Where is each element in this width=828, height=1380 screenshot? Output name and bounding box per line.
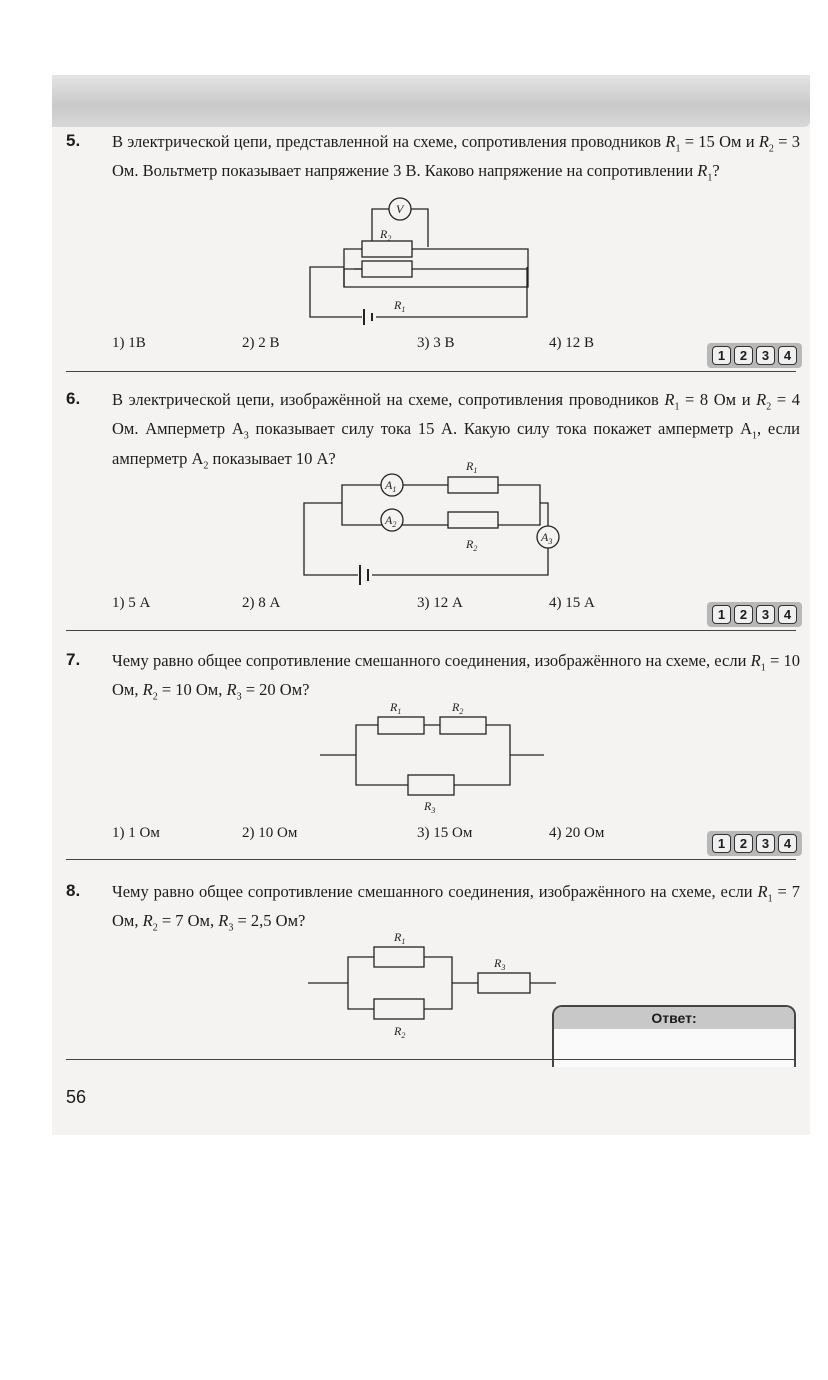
answer-option[interactable]: 3) 12 А [417, 595, 463, 611]
label-r1: $R_1$ [466, 459, 478, 475]
question-number: 6. [66, 389, 81, 408]
header-band [52, 75, 810, 127]
workbook-page [52, 75, 810, 1135]
label-r1: $R_1$ [390, 700, 402, 716]
answer-boxes-7 [707, 831, 802, 856]
answer-box-label: Ответ: [554, 1007, 794, 1029]
answer-option[interactable]: 1) 1 Ом [112, 825, 160, 841]
circuit-diagram-8 [308, 925, 558, 1045]
question-text: Чему равно общее сопротивление смешанного соединения, изображённого на схеме, если $R_1 = 7$ Ом, $R_2 = 7$ Ом, $R_3 = 2,5$ Ом? [112, 882, 800, 934]
divider [66, 371, 796, 372]
divider [66, 859, 796, 860]
answer-box-3[interactable]: 3 [756, 346, 775, 365]
answer-boxes-6 [707, 602, 802, 627]
question-text: В электрической цепи, представленной на схеме, сопротивления проводников $R_1 = 15$ Ом и $R_2 = 3$ Ом. Вольтметр показывает напряжение 3 В. Каково напряжение на сопротивлении $R_1$? [112, 132, 801, 184]
question-text: В электрической цепи, изображённой на схеме, сопротивления проводников $R_1 = 8$ Ом и $R_2 = 4$ Ом. Амперметр $А_3$ показывает силу тока 15 А. Какую силу тока покажет амперметр $А_1$, если амперметр $А_2$ показывает 10 А? [112, 390, 800, 471]
answer-box-4[interactable]: 4 [778, 834, 797, 853]
answer-box-2[interactable]: 2 [734, 346, 753, 365]
label-r2: $R_2$ [394, 1024, 406, 1040]
answer-option[interactable]: 3) 15 Ом [417, 825, 473, 841]
answer-option[interactable]: 2) 10 Ом [242, 825, 298, 841]
label-a1: $A_1$ [385, 478, 397, 494]
answer-option[interactable]: 1) 5 А [112, 595, 151, 611]
circuit-diagram-6 [300, 455, 570, 585]
label-r2: $R_2$ [466, 537, 478, 553]
answer-box-1[interactable]: 1 [712, 346, 731, 365]
circuit-diagram-5 [302, 197, 582, 333]
question-number: 8. [66, 881, 81, 900]
answer-boxes-5 [707, 343, 802, 368]
question-number: 7. [66, 650, 81, 669]
answer-box-1[interactable]: 1 [712, 605, 731, 624]
label-r3: $R_3$ [494, 956, 506, 972]
circuit-diagram-7 [320, 695, 546, 815]
answer-input-box[interactable] [552, 1005, 796, 1067]
label-a2: $A_2$ [385, 513, 397, 529]
page-number: 56 [66, 1087, 87, 1107]
label-r1: $R_1$ [394, 930, 406, 946]
answer-option[interactable]: 4) 15 А [549, 595, 595, 611]
answer-option[interactable]: 2) 2 В [242, 335, 280, 351]
answer-option[interactable]: 3) 3 В [417, 335, 455, 351]
answer-option[interactable]: 2) 8 А [242, 595, 281, 611]
question-text: Чему равно общее сопротивление смешанного соединения, изображённого на схеме, если $R_1 = 10$ Ом, $R_2 = 10$ Ом, $R_3 = 20$ Ом? [112, 651, 800, 703]
answer-box-1[interactable]: 1 [712, 834, 731, 853]
answer-box-2[interactable]: 2 [734, 605, 753, 624]
answer-box-3[interactable]: 3 [756, 834, 775, 853]
label-v: V [396, 202, 404, 216]
answer-option[interactable]: 4) 20 Ом [549, 825, 605, 841]
answer-box-2[interactable]: 2 [734, 834, 753, 853]
answer-box-3[interactable]: 3 [756, 605, 775, 624]
question-number: 5. [66, 131, 81, 150]
answer-option[interactable]: 1) 1В [112, 335, 146, 351]
label-r2: $R_2$ [380, 227, 392, 243]
label-r3: $R_3$ [424, 799, 436, 815]
label-a3: $A_3$ [541, 530, 553, 546]
answer-option[interactable]: 4) 12 В [549, 335, 594, 351]
divider [66, 1059, 796, 1060]
divider [66, 630, 796, 631]
answer-box-4[interactable]: 4 [778, 346, 797, 365]
label-r2: $R_2$ [452, 700, 464, 716]
answer-box-4[interactable]: 4 [778, 605, 797, 624]
label-r1: $R_1$ [394, 298, 406, 314]
